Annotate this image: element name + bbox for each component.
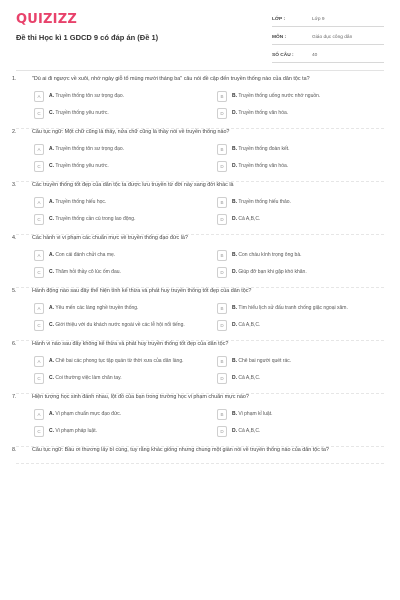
meta-panel [272, 12, 384, 66]
answer-option-a[interactable] [34, 91, 205, 102]
option-letter-box[interactable]: D [217, 373, 227, 384]
option-letter-box[interactable]: D [217, 426, 227, 437]
option-text-wrap [49, 428, 97, 435]
option-label: C. [49, 163, 54, 170]
option-text-wrap [232, 110, 288, 117]
option-text: Truyền thống yêu nước. [55, 163, 109, 170]
question-4 [12, 235, 388, 288]
option-text-wrap [232, 252, 302, 259]
meta-value: Giáo dục công dân [312, 34, 353, 40]
option-text: Truyền thống đoàn kết. [238, 146, 290, 153]
option-letter-box[interactable]: D [217, 267, 227, 278]
question-8 [12, 447, 388, 464]
option-text: Cả A,B,C. [238, 216, 261, 223]
option-label: B. [232, 305, 237, 312]
option-text: Vi phạm kỉ luật. [238, 411, 273, 418]
answer-option-b[interactable] [217, 356, 388, 367]
meta-row [272, 30, 384, 45]
option-text-wrap [49, 322, 185, 329]
answer-option-a[interactable] [34, 303, 205, 314]
option-label: C. [49, 110, 54, 117]
question-text: Các truyền thống tốt đẹp của dân tộc ta được lưu truyền từ đời này sang đời khác là [32, 182, 234, 188]
option-label: A. [49, 305, 54, 312]
answer-option-d[interactable] [217, 320, 388, 331]
option-text: Giới thiệu với du khách nước ngoài về các lễ hội nổi tiếng. [55, 322, 185, 329]
option-letter-box[interactable]: D [217, 108, 227, 119]
meta-label: LỚP : [272, 16, 286, 22]
option-text-wrap [49, 93, 124, 100]
option-label: D. [232, 428, 237, 435]
option-letter-box[interactable]: A [34, 356, 44, 367]
option-letter-box[interactable]: A [34, 303, 44, 314]
answer-option-a[interactable] [34, 250, 205, 261]
option-label: A. [49, 93, 54, 100]
option-letter-box[interactable]: C [34, 161, 44, 172]
option-letter-box[interactable]: B [217, 250, 227, 261]
option-text-wrap [232, 216, 260, 223]
meta-row [272, 12, 384, 27]
option-text: Con cái đánh chửi cha mẹ. [55, 252, 116, 259]
option-text: Giúp đỡ bạn khi gặp khó khăn. [238, 269, 307, 276]
answer-option-d[interactable] [217, 373, 388, 384]
question-header [12, 129, 388, 136]
option-letter-box[interactable]: B [217, 91, 227, 102]
option-label: A. [49, 146, 54, 153]
answer-options [34, 409, 388, 437]
option-text-wrap [49, 411, 121, 418]
answer-option-b[interactable] [217, 197, 388, 208]
option-text: Truyền thống yêu nước. [55, 110, 109, 117]
option-letter-box[interactable]: A [34, 144, 44, 155]
option-letter-box[interactable]: B [217, 144, 227, 155]
question-number: 1. [12, 76, 17, 82]
meta-value: 40 [312, 52, 318, 58]
answer-option-b[interactable] [217, 303, 388, 314]
option-letter-box[interactable]: B [217, 409, 227, 420]
question-list [0, 76, 400, 464]
question-header [12, 341, 388, 348]
option-text: Tìm hiểu lịch sử đấu tranh chống giặc ngoại xâm. [238, 305, 348, 312]
option-letter-box[interactable]: C [34, 214, 44, 225]
question-text: Câu tục ngữ: Một chữ cũng là thầy, nửa chữ cũng là thầy nói về truyền thống nào? [32, 129, 230, 135]
question-5 [12, 288, 388, 341]
question-number: 8. [12, 447, 17, 453]
answer-options [34, 303, 388, 331]
question-text: Các hành vi vi phạm các chuẩn mực về truyền thống đạo đức là? [32, 235, 188, 241]
option-text: Truyền thống văn hóa. [238, 110, 289, 117]
option-text-wrap [49, 252, 115, 259]
option-letter-box[interactable]: A [34, 91, 44, 102]
option-text-wrap [232, 322, 260, 329]
option-text-wrap [49, 358, 184, 365]
option-text: Chê bai người quét rác. [238, 358, 292, 365]
option-text-wrap [232, 93, 320, 100]
option-letter-box[interactable]: D [217, 161, 227, 172]
option-letter-box[interactable]: A [34, 197, 44, 208]
answer-option-d[interactable] [217, 214, 388, 225]
question-number: 2. [12, 129, 17, 135]
answer-options [34, 91, 388, 119]
option-text-wrap [232, 146, 290, 153]
answer-option-d[interactable] [217, 426, 388, 437]
meta-label: SỐ CÂU : [272, 52, 294, 58]
option-text-wrap [232, 199, 291, 206]
option-label: A. [49, 199, 54, 206]
option-text: Truyền thống văn hóa. [238, 163, 289, 170]
question-header [12, 76, 388, 83]
option-label: A. [49, 252, 54, 259]
option-label: C. [49, 322, 54, 329]
answer-option-c[interactable] [34, 108, 205, 119]
option-text-wrap [49, 305, 138, 312]
answer-options [34, 144, 388, 172]
option-label: C. [49, 375, 54, 382]
meta-row [272, 48, 384, 63]
option-label: B. [232, 199, 237, 206]
option-text: Vi phạm chuẩn mực đạo đức. [55, 411, 122, 418]
option-letter-box[interactable]: B [217, 197, 227, 208]
question-2 [12, 129, 388, 182]
answer-option-c[interactable] [34, 161, 205, 172]
option-text-wrap [232, 375, 260, 382]
option-text: Cả A,B,C. [238, 322, 261, 329]
option-letter-box[interactable]: C [34, 320, 44, 331]
question-7 [12, 394, 388, 447]
answer-option-c[interactable] [34, 320, 205, 331]
answer-option-d[interactable] [217, 267, 388, 278]
answer-option-c[interactable] [34, 267, 205, 278]
answer-option-c[interactable] [34, 214, 205, 225]
option-label: D. [232, 269, 237, 276]
option-letter-box[interactable]: D [217, 214, 227, 225]
quizizz-logo: QUIZIZZ [16, 12, 77, 27]
option-text: Truyền thống uống nước nhớ nguồn. [238, 93, 321, 100]
option-text-wrap [49, 375, 122, 382]
option-label: B. [232, 93, 237, 100]
option-text-wrap [49, 110, 109, 117]
question-number: 6. [12, 341, 17, 347]
answer-option-c[interactable] [34, 373, 205, 384]
option-text: Thăm hỏi thầy cô lúc ốm đau. [55, 269, 121, 276]
option-text: Vi phạm pháp luật. [55, 428, 97, 435]
option-text-wrap [232, 305, 348, 312]
option-label: D. [232, 163, 237, 170]
option-text-wrap [49, 163, 109, 170]
option-label: B. [232, 358, 237, 365]
answer-option-b[interactable] [217, 409, 388, 420]
option-letter-box[interactable]: A [34, 250, 44, 261]
option-text-wrap [232, 411, 272, 418]
option-text: Cả A,B,C. [238, 428, 261, 435]
option-label: D. [232, 322, 237, 329]
answer-options [34, 250, 388, 278]
question-3 [12, 182, 388, 235]
option-text: Truyền thống tôn sư trọng đạo. [55, 93, 125, 100]
option-label: B. [232, 411, 237, 418]
answer-option-b[interactable] [217, 144, 388, 155]
option-letter-box[interactable]: C [34, 426, 44, 437]
option-text-wrap [232, 269, 307, 276]
answer-option-d[interactable] [217, 161, 388, 172]
option-text: Chê bai các phong tục tập quán từ thời xưa của dân làng. [55, 358, 184, 365]
option-text-wrap [49, 269, 121, 276]
question-header [12, 447, 388, 454]
question-number: 7. [12, 394, 17, 400]
question-header [12, 288, 388, 295]
question-number: 4. [12, 235, 17, 241]
answer-option-a[interactable] [34, 144, 205, 155]
option-text-wrap [232, 428, 260, 435]
option-label: D. [232, 110, 237, 117]
option-text: Cả A,B,C. [238, 375, 261, 382]
option-text: Truyền thống hiếu học. [55, 199, 107, 206]
option-label: B. [232, 146, 237, 153]
answer-option-d[interactable] [217, 108, 388, 119]
option-text: Con cháu kính trọng ông bà. [238, 252, 302, 259]
option-label: C. [49, 269, 54, 276]
option-text-wrap [232, 163, 288, 170]
question-header [12, 394, 388, 401]
question-number: 3. [12, 182, 17, 188]
question-text: "Dù ai đi ngược về xuôi, nhớ ngày giỗ tổ mùng mười tháng ba" câu nói đề cập đến truyền thống nào của dân tộc ta? [32, 76, 310, 82]
question-header [12, 235, 388, 242]
answer-options [34, 197, 388, 225]
answer-option-c[interactable] [34, 426, 205, 437]
question-header [12, 182, 388, 189]
meta-value: Lớp 9 [312, 16, 325, 22]
option-letter-box[interactable]: B [217, 356, 227, 367]
option-letter-box[interactable]: B [217, 303, 227, 314]
question-text: Câu tục ngữ: Bầu ơi thương lấy bí cùng, tuy rằng khác giống nhưng chung một giàn nói về truyền thống nào của dân tộc ta? [32, 447, 329, 453]
option-text-wrap [49, 146, 124, 153]
option-text: Truyền thống tôn sư trọng đạo. [55, 146, 125, 153]
option-text: Yêu mến các làng nghề truyền thống. [55, 305, 139, 312]
meta-label: MÔN : [272, 34, 287, 40]
option-letter-box[interactable]: C [34, 267, 44, 278]
answer-option-a[interactable] [34, 197, 205, 208]
question-separator [16, 463, 384, 464]
option-text-wrap [49, 216, 135, 223]
question-1 [12, 76, 388, 129]
option-label: A. [49, 358, 54, 365]
question-6 [12, 341, 388, 394]
header-divider [16, 70, 384, 71]
option-text-wrap [232, 358, 291, 365]
question-text: Hành vi nào sau đây không kế thừa và phát huy truyền thống tốt đẹp của dân tộc? [32, 341, 229, 347]
question-text: Hiện tượng học sinh đánh nhau, lột đồ của bạn trong trường học vi phạm chuẩn mực nào? [32, 394, 249, 400]
worksheet-header [0, 0, 400, 62]
answer-option-a[interactable] [34, 409, 205, 420]
option-text-wrap [49, 199, 106, 206]
option-label: D. [232, 216, 237, 223]
option-letter-box[interactable]: A [34, 409, 44, 420]
option-label: C. [49, 216, 54, 223]
option-letter-box[interactable]: C [34, 373, 44, 384]
answer-option-b[interactable] [217, 250, 388, 261]
option-label: D. [232, 375, 237, 382]
answer-options [34, 356, 388, 384]
option-text: Truyền thống cần cù trong lao động. [55, 216, 136, 223]
question-number: 5. [12, 288, 17, 294]
question-text: Hành động nào sau đây thể hiện tính kế thừa và phát huy truyền thống tốt đẹp của dân tộc? [32, 288, 252, 294]
option-label: A. [49, 411, 54, 418]
answer-option-b[interactable] [217, 91, 388, 102]
option-letter-box[interactable]: D [217, 320, 227, 331]
option-text: Coi thường việc làm chăn tay. [55, 375, 122, 382]
option-label: C. [49, 428, 54, 435]
option-letter-box[interactable]: C [34, 108, 44, 119]
option-text: Truyền thống hiếu thảo. [238, 199, 291, 206]
answer-option-a[interactable] [34, 356, 205, 367]
option-label: B. [232, 252, 237, 259]
page-title: Đề thi Học kì 1 GDCD 9 có đáp án (Đề 1) [16, 33, 159, 42]
